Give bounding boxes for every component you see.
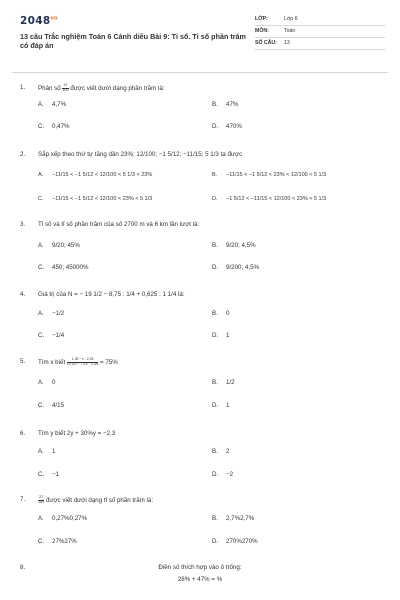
option-a[interactable]: A. 4,7% [38, 101, 67, 108]
option-d[interactable]: D. 9/200; 4,5% [212, 264, 260, 271]
header [0, 0, 400, 70]
meta-row-grade: LỚP: Lớp 6 [255, 14, 385, 26]
question-text: Tìm x biết $\frac{1,35 - x : 2,25}{10 2/3 - 7 1/2 \cdot 2 2/5}$ = 75% [38, 357, 118, 367]
option-b[interactable]: B. 9/20; 4,5% [212, 242, 256, 249]
option-d[interactable]: D. −1 5/12 < −11/15 < 12/100 < 23% < 5 1/3 [212, 196, 327, 202]
option-d[interactable]: D. 1 [212, 332, 230, 339]
option-a[interactable]: A. 1 [38, 448, 56, 455]
fraction: $\frac{47}{100}$ [62, 83, 69, 92]
worksheet-page: $2048^{vn}$ 13 câu Trắc nghiệm Toán 6 Cánh diều Bài 9: Tỉ số. Tỉ số phần trăm có đáp án LỚP: Lớp 6 MÔN: Toán SỐ CÂU: 13 1. Phân số $\frac{47}{100}$ được viết dưới dạng phần trăm là: A. 4,7% B. 47% C. 0,47% D. 470% 2. Sắp xếp theo thứ tự tăng dần 23%; 12/100; −1 5/12; −11/15; 5 1/3 ta được A. −11/15 < −1 5/12 < 12/100 < 5 1/3 < 23% B. −11/15 < −1 5/12 < 23% < 12/100 < 5 1/3 C. −11/15 < −1 5/12 < 12/100 < 23% < 5 1/3 D. −1 5/12 < −11/15 < 12/100 < 23% < 5 1/3 3. Tỉ số và tỉ số phần trăm của số 2700 m và 6 km lần lượt là: A. 9/20; 45% B. 9/20; 4,5% C. 450; 45000% D. 9/200; 4,5% 4. Giá trị của N = − 19 1/2 − 8,75 : 1/4 + 0,625 : 1 1/4 là: A. −1/2 B. 0 C. −1/4 D. 1 5. Tìm x biết $\frac{1,35 - x : 2,25}{10 2/3 - 7 1/2 \cdot 2 2/5}$ = 75% A. 0 B. 1/2 C. 4/15 D. 1 6. Tìm y biết 2y + 30%y = −2,3 A. 1 B. 2 C. −1 D. −2 7. $\frac{27}{100}$ được viết dưới dạng tỉ số phần trăm là: A. 0,27%0,27% B. 2,7%2,7% C. 27%27% D. 270%270% 8. Điền số thích hợp vào ô trống: 28% + 47% = % [0, 0, 400, 600]
header-divider [12, 72, 388, 73]
question-text: Tỉ số và tỉ số phần trăm của số 2700 m và 6 km lần lượt là: [38, 221, 200, 228]
option-a[interactable]: A. 9/20; 45% [38, 242, 80, 249]
question-text: Phân số $\frac{47}{100}$ được viết dưới dạng phần trăm là: [38, 83, 165, 93]
option-c[interactable]: C. 0,47% [38, 123, 70, 130]
option-b[interactable]: B. 2,7%2,7% [212, 515, 255, 522]
option-c[interactable]: C. 27%27% [38, 538, 77, 545]
question-text: Giá trị của N = − 19 1/2 − 8,75 : 1/4 + 0,625 : 1 1/4 là: [38, 291, 185, 298]
option-b[interactable]: B. 2 [212, 448, 230, 455]
option-a[interactable]: A. −1/2 [38, 310, 65, 317]
option-d[interactable]: D. 270%270% [212, 538, 258, 545]
meta-row-question-count: SỐ CÂU: 13 [255, 38, 385, 50]
option-c[interactable]: C. 4/15 [38, 402, 65, 409]
option-a[interactable]: A. 0,27%0,27% [38, 515, 88, 522]
option-d[interactable]: D. −2 [212, 471, 234, 478]
question-text: $\frac{27}{100}$ được viết dưới dạng tỉ số phần trăm là: [38, 495, 154, 505]
option-c[interactable]: C. −11/15 < −1 5/12 < 12/100 < 23% < 5 1/3 [38, 196, 153, 202]
equation-fraction: $\frac{1,35 - x : 2,25}{10 2/3 - 7 1/2 \cdot 2 2/5}$ [66, 357, 99, 366]
option-b[interactable]: B. −11/15 < −1 5/12 < 23% < 12/100 < 5 1/3 [212, 172, 327, 178]
question-text: Tìm y biết 2y + 30%y = −2,3 [38, 430, 116, 437]
option-c[interactable]: C. 450; 45000% [38, 264, 89, 271]
option-a[interactable]: A. 0 [38, 379, 56, 386]
option-a[interactable]: A. −11/15 < −1 5/12 < 12/100 < 5 1/3 < 23% [38, 172, 153, 178]
option-b[interactable]: B. 1/2 [212, 379, 235, 386]
fraction: $\frac{27}{100}$ [38, 495, 45, 504]
fill-in-instruction: Điền số thích hợp vào ô trống: [158, 564, 242, 571]
option-c[interactable]: C. −1 [38, 471, 60, 478]
site-logo[interactable]: $2048^{vn}$ [20, 15, 58, 27]
option-b[interactable]: B. 0 [212, 310, 230, 317]
meta-row-subject: MÔN: Toán [255, 26, 385, 38]
option-b[interactable]: B. 47% [212, 101, 239, 108]
fill-in-equation[interactable]: 28% + 47% = % [177, 576, 223, 583]
option-d[interactable]: D. 1 [212, 402, 230, 409]
worksheet-title: 13 câu Trắc nghiệm Toán 6 Cánh diều Bài 9: Tỉ số. Tỉ số phần trăm có đáp án [20, 32, 246, 51]
option-c[interactable]: C. −1/4 [38, 332, 65, 339]
question-text: Sắp xếp theo thứ tự tăng dần 23%; 12/100; −1 5/12; −11/15; 5 1/3 ta được [38, 151, 243, 158]
meta-table [255, 14, 385, 50]
option-d[interactable]: D. 470% [212, 123, 242, 130]
